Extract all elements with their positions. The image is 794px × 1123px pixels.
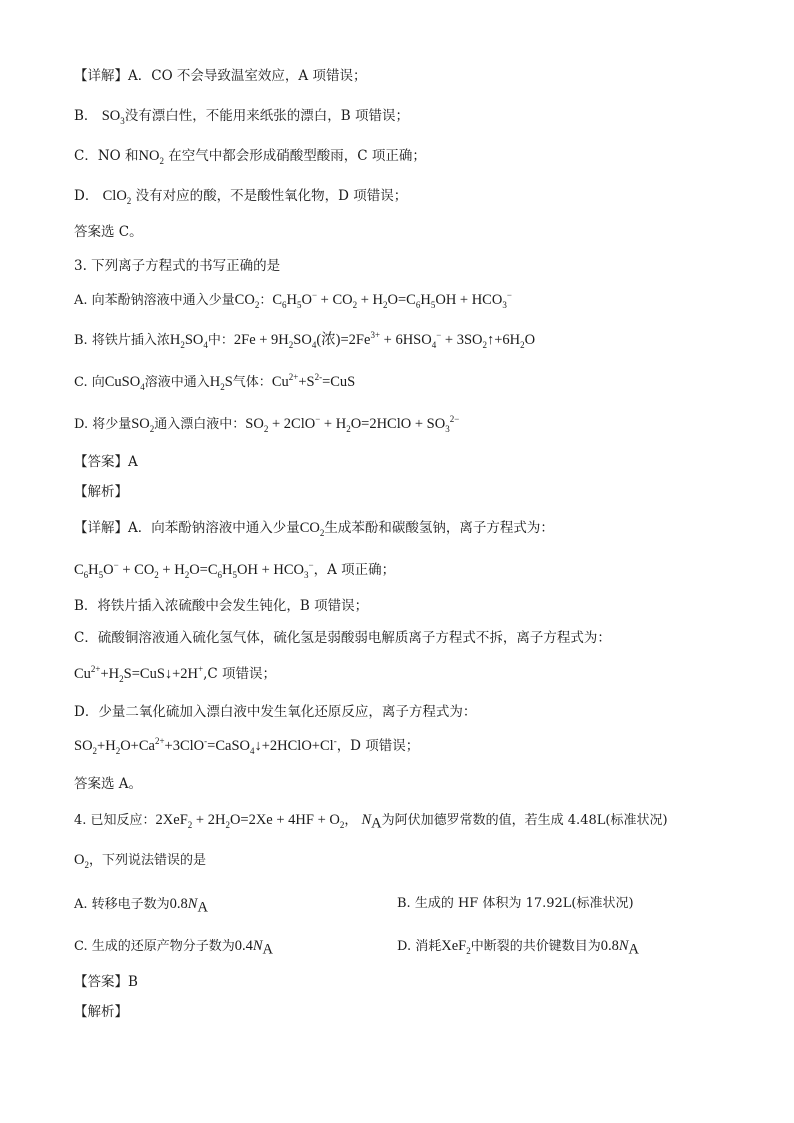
q3-option-a-sep: ： <box>259 293 273 308</box>
q3-option-c-mid: 溶液中通入 <box>144 375 210 390</box>
q3-detail-d <box>74 702 476 722</box>
q3-option-b-label: B. 将铁片插入浓 <box>74 333 170 348</box>
q4-option-b-label: B. 生成的 HF 体积为 17.92L(标准状况) <box>397 896 634 911</box>
equation-b: $2Fe + 9H_2SO_4$(浓)$=2Fe^{3+} + 6HSO_4^-$ + $3SO_2↑+6H_2O$ <box>233 330 536 350</box>
q3-option-c <box>74 372 355 393</box>
q3-analysis-label <box>74 482 128 502</box>
q4-option-d-value: 0.8 <box>600 938 619 954</box>
q2-answer-text: 答案选 C。 <box>74 224 143 240</box>
q3-stem <box>74 256 280 276</box>
q4-option-d-label: D. 消耗 <box>397 939 442 954</box>
q3-detail-c-tail: ,C 项错误； <box>203 666 277 682</box>
q4-option-d: D. 消耗XeF$_2$中断裂的共价键数目为$0.8N_A$ <box>397 938 640 958</box>
q4-analysis-label-text: 【解析】 <box>74 1004 128 1020</box>
q4-option-b <box>397 894 634 914</box>
q2-answer <box>74 222 143 242</box>
formula-so2: $SO_2$ <box>131 416 155 434</box>
symbol-na: N <box>361 812 372 828</box>
q4-stem-mid: 为阿伏加德罗常数的值，若生成 4.48L(标准状况) <box>381 813 668 828</box>
q3-answer-label <box>74 452 138 472</box>
q3-detail-a-post: 生成苯酚和碳酸氢钠，离子方程式为： <box>324 520 554 536</box>
q4-answer-label <box>74 972 138 992</box>
q2-detail-b-prefix: B． <box>74 108 98 124</box>
q3-detail-d-tail: ，D 项错误； <box>336 738 420 754</box>
q2-detail-intro-text: 【详解】A．CO 不会导致温室效应，A 项错误； <box>74 68 367 84</box>
formula-no2: $NO_2$ <box>138 148 164 166</box>
q4-option-a-label: A. 转移电子数为 <box>74 897 170 912</box>
q3-detail-a-tail: ，A 项正确； <box>313 562 396 578</box>
q3-detail-a <box>74 518 554 538</box>
q3-option-b-conc: (浓) <box>316 332 341 348</box>
q3-detail-c <box>74 628 611 648</box>
q4-stem-line2-text: ，下列说法错误的是 <box>88 853 206 868</box>
formula-o2: $O_2$ <box>74 852 89 870</box>
q3-detail-a-equation <box>74 560 395 580</box>
q2-detail-b-text: 没有漂白性，不能用来纸张的漂白，B 项错误； <box>124 108 409 124</box>
symbol-na-d: N <box>618 938 629 954</box>
q3-detail-a-pre: 【详解】A．向苯酚钠溶液中通入少量 <box>74 520 300 536</box>
equation-detail-a: $C_6H_5O^- + CO_2 + H_2O=C_6H_5OH + HCO_3^-$ <box>74 560 314 580</box>
q4-option-c: C. 生成的还原产物分子数为$0.4N_A$ <box>74 938 274 958</box>
q3-detail-b <box>74 596 368 616</box>
symbol-na-c: N <box>252 938 263 954</box>
q3-option-a-label: A. 向苯酚钠溶液中通入少量 <box>74 293 235 308</box>
q3-option-a <box>74 290 512 311</box>
q2-detail-d-prefix: D． <box>74 188 99 204</box>
q4-stem-pre: 4. 已知反应： <box>74 813 156 828</box>
q2-detail-c-text: 在空气中都会形成硝酸型酸雨，C 项正确； <box>168 148 426 164</box>
q4-option-c-value: 0.4 <box>234 938 253 954</box>
formula-so3: $SO_3$ <box>101 108 125 126</box>
q4-option-d-mid: 中断裂的共价键数目为 <box>470 939 601 954</box>
q4-option-a: A. 转移电子数为$0.8N_A$ <box>74 896 208 916</box>
equation-a: $C_6H_5O^- + CO_2 + H_2O=C_6H_5OH + HCO_3^-$ <box>272 290 512 310</box>
q3-option-d-label: D. 将少量 <box>74 417 132 432</box>
formula-co2: $CO_2$ <box>234 292 260 310</box>
formula-h2so4: $H_2SO_4$ <box>169 332 208 350</box>
q3-detail-c-text: C．硫酸铜溶液通入硫化氢气体，硫化氢是弱酸弱电解质离子方程式不拆，离子方程式为： <box>74 630 611 646</box>
q3-detail-d-equation <box>74 736 419 756</box>
q4-stem-line2 <box>74 850 206 871</box>
q3-stem-text: 3. 下列离子方程式的书写正确的是 <box>74 258 281 274</box>
q3-option-b <box>74 330 535 351</box>
q3-option-c-label: C. 向 <box>74 375 105 390</box>
q3-analysis-label-text: 【解析】 <box>74 484 128 500</box>
equation-c: $Cu^{2+}+S^{2-}=CuS$ <box>271 372 356 390</box>
q3-detail-c-equation <box>74 664 276 684</box>
q4-analysis-label <box>74 1002 128 1022</box>
q3-option-d-mid: 通入漂白液中： <box>154 417 246 432</box>
q4-option-c-label: C. 生成的还原产物分子数为 <box>74 939 235 954</box>
q2-detail-intro <box>74 66 366 86</box>
q4-option-a-value: 0.8 <box>169 896 188 912</box>
q2-detail-c-prefix: C．NO 和 <box>74 148 139 164</box>
q3-detail-b-text: B．将铁片插入浓硫酸中会发生钝化，B 项错误； <box>74 598 369 614</box>
formula-cuso4: CuSO$_4$ <box>104 374 145 392</box>
q4-stem: 4. 已知反应：$2XeF_2 + 2H_2O=2Xe + 4HF + O_2$， $N_A$为阿伏加德罗常数的值，若生成 4.48L(标准状况) <box>74 812 668 832</box>
symbol-na-a: N <box>187 896 198 912</box>
formula-xef2: XeF$_2$ <box>441 938 471 956</box>
q3-option-d <box>74 414 459 435</box>
equation-detail-c: $Cu^{2+}+H_2S=CuS↓+2H^+$ <box>74 664 204 684</box>
q3-option-b-mid: 中： <box>207 333 234 348</box>
equation-q4: $2XeF_2 + 2H_2O=2Xe + 4HF + O_2$ <box>155 812 345 830</box>
formula-clo2: ClO$_2$ <box>102 188 132 206</box>
formula-co2-detail: $CO_2$ <box>299 520 325 538</box>
equation-detail-d: $SO_2+H_2O+Ca^{2+}+3ClO^-=CaSO_4↓+2HClO+Cl^-$ <box>74 736 337 756</box>
q3-answer-text: 答案选 A。 <box>74 776 143 792</box>
q3-detail-d-text: D．少量二氧化硫加入漂白液中发生氧化还原反应，离子方程式为： <box>74 704 477 720</box>
q2-detail-b <box>74 106 409 126</box>
q2-detail-d <box>74 186 407 206</box>
q3-answer <box>74 774 142 794</box>
equation-d: $SO_2 + 2ClO^-$ + $H_2O=2HClO + SO_3^{2-}$ <box>245 414 460 434</box>
q3-option-c-gas: 气体： <box>232 375 272 390</box>
formula-h2s: $H_2S$ <box>209 374 233 392</box>
q3-answer-label-text: 【答案】A <box>74 454 138 470</box>
q2-detail-c <box>74 146 426 166</box>
q2-detail-d-text: 没有对应的酸，不是酸性氧化物，D 项错误； <box>135 188 408 204</box>
q4-answer-label-text: 【答案】B <box>74 974 138 990</box>
